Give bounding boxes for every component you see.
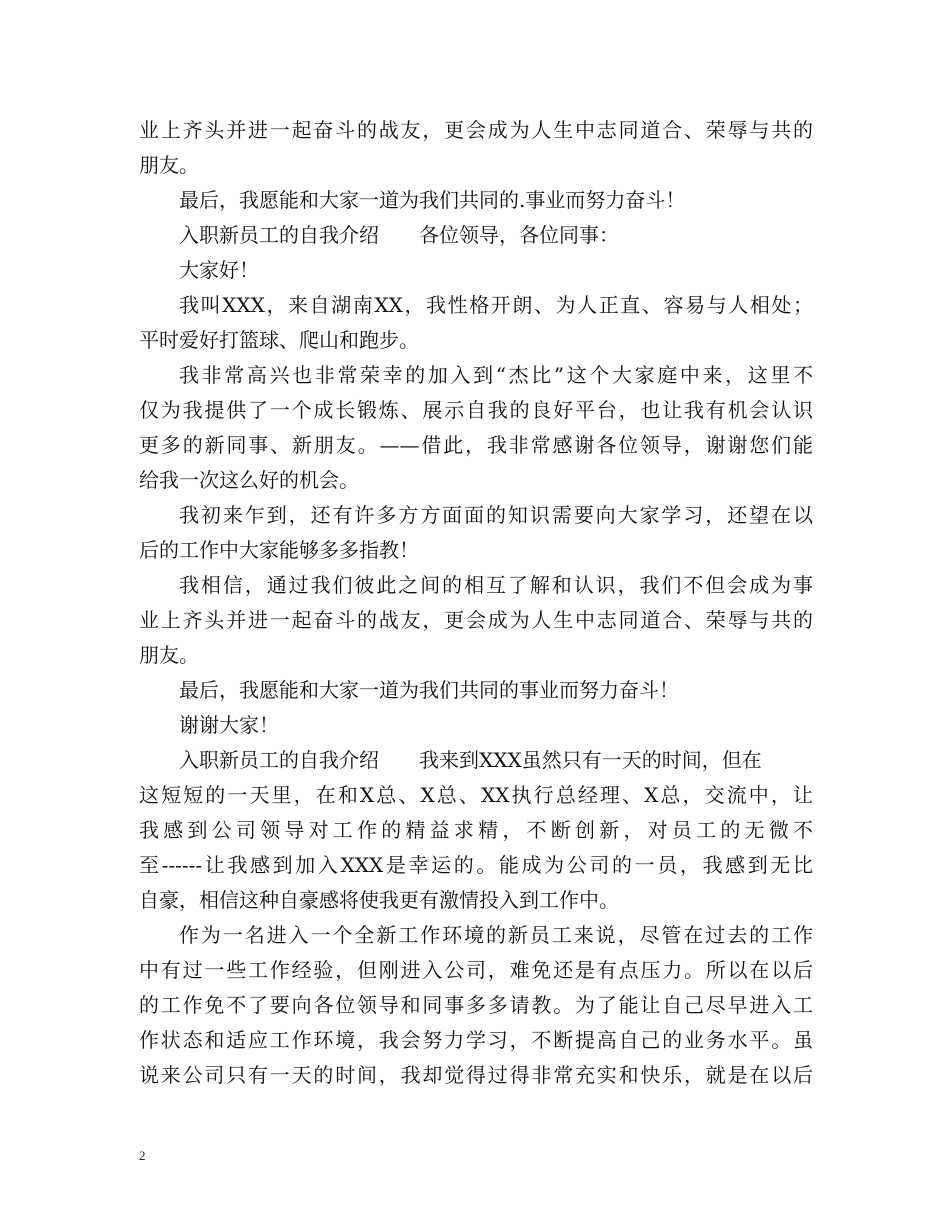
text-line: 谢谢大家！ [179,713,279,737]
text-line: 说来公司只有一天的时间，我却觉得过得非常充实和快乐，就是在以后 [139,1063,813,1087]
paragraph [139,183,813,218]
text-line: 最后，我愿能和大家一道为我们共同的事业而努力奋斗！ [179,678,679,702]
text-line: 业上齐头并进一起奋斗的战友，更会成为人生中志同道合、荣辱与共的 [139,608,813,632]
text-line: 更多的新同事、新朋友。——借此，我非常感谢各位领导，谢谢您们能 [139,433,813,457]
paragraph [139,498,813,568]
paragraph [139,113,813,183]
paragraph [139,673,813,708]
text-line: 后的工作中大家能够多多指教！ [139,538,419,562]
text-line: 作状态和适应工作环境，我会努力学习，不断提高自己的业务水平。虽 [139,1028,813,1052]
text-line: 这短短的一天里，在和X总、X总、XX执行总经理、X总，交流中，让 [139,783,813,807]
text-line: 业上齐头并进一起奋斗的战友，更会成为人生中志同道合、荣辱与共的 [139,118,813,142]
text-line: 作为一名进入一个全新工作环境的新员工来说，尽管在过去的工作 [179,923,813,947]
document-body [139,113,813,1093]
paragraph [139,568,813,673]
paragraph [139,288,813,358]
paragraph [139,743,813,918]
text-line: 朋友。 [139,643,199,667]
text-line: 我叫XXX，来自湖南XX，我性格开朗、为人正直、容易与人相处； [179,293,813,317]
section-heading: 入职新员工的自我介绍 [179,748,379,772]
text-line: 至------让我感到加入XXX是幸运的。能成为公司的一员，我感到无比 [139,853,813,877]
text-line: 自豪，相信这种自豪感将使我更有激情投入到工作中。 [139,888,619,912]
paragraph [139,358,813,498]
text-line [139,218,813,253]
line-text: 我来到XXX虽然只有一天的时间，但在 [419,748,762,772]
paragraph [139,708,813,743]
text-line: 我感到公司领导对工作的精益求精，不断创新，对员工的无微不 [139,818,813,842]
text-line: 给我一次这么好的机会。 [139,468,359,492]
text-line: 我相信，通过我们彼此之间的相互了解和认识，我们不但会成为事 [179,573,813,597]
paragraph [139,918,813,1093]
text-line: 仅为我提供了一个成长锻炼、展示自我的良好平台，也让我有机会认识 [139,398,813,422]
section-heading: 入职新员工的自我介绍 [179,223,379,247]
text-line: 平时爱好打篮球、爬山和跑步。 [139,328,419,352]
text-line: 我非常高兴也非常荣幸的加入到“杰比”这个大家庭中来，这里不 [179,363,813,387]
line-text: 各位领导，各位同事： [419,223,619,247]
paragraph [139,253,813,288]
text-line [139,743,813,778]
text-line: 朋友。 [139,153,199,177]
text-line: 大家好！ [179,258,259,282]
text-line: 最后，我愿能和大家一道为我们共同的.事业而努力奋斗！ [179,188,686,212]
text-line: 中有过一些工作经验，但刚进入公司，难免还是有点压力。所以在以后 [139,958,813,982]
page-number: 2 [139,1148,146,1163]
text-line: 的工作免不了要向各位领导和同事多多请教。为了能让自己尽早进入工 [139,993,813,1017]
text-line: 我初来乍到，还有许多方方面面的知识需要向大家学习，还望在以 [179,503,813,527]
paragraph [139,218,813,253]
